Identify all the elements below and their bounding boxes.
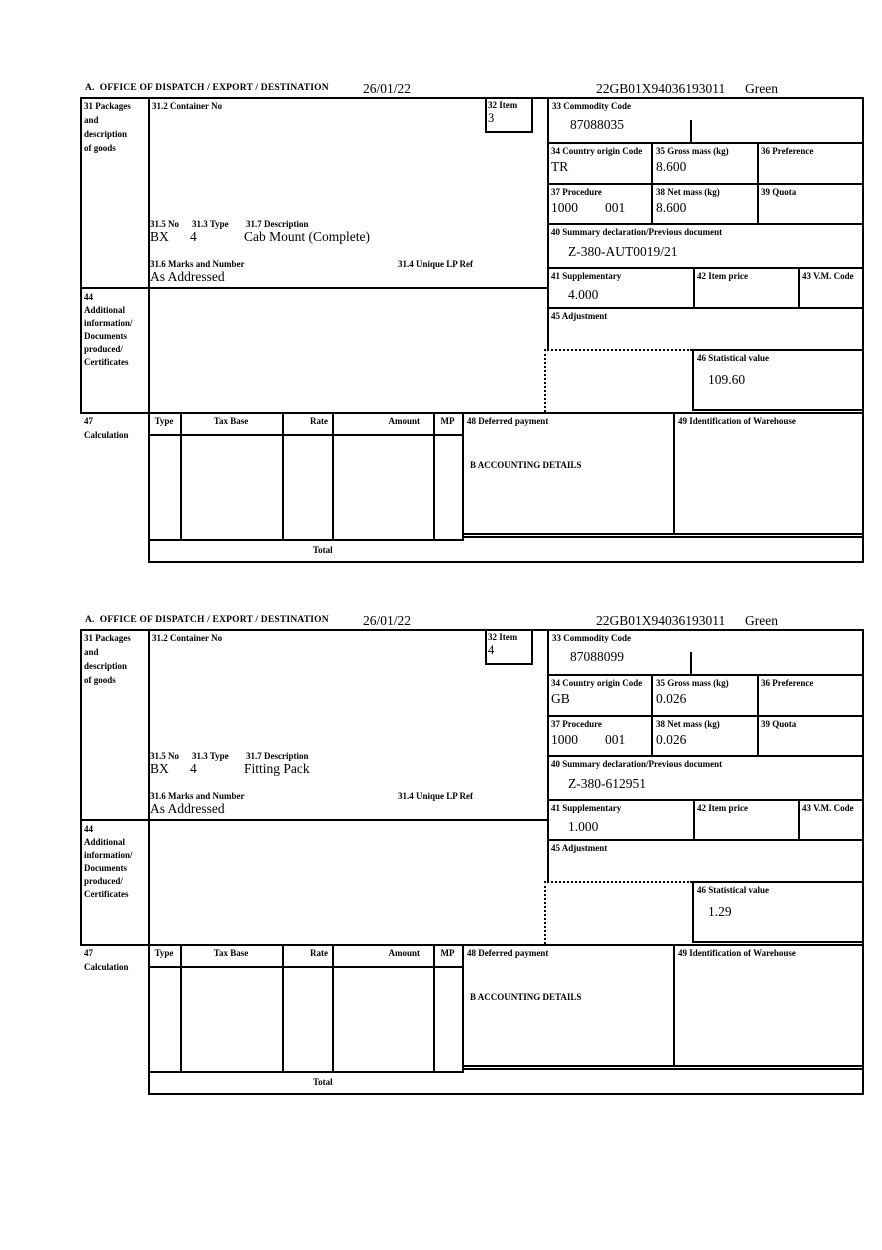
dotted-border-line xyxy=(544,881,692,883)
box47-calculation-label: Calculation xyxy=(84,430,129,440)
item-price-label: 42 Item price xyxy=(697,803,748,813)
border-line xyxy=(462,536,864,538)
declaration-date: 26/01/22 xyxy=(363,81,412,96)
border-line xyxy=(673,412,675,535)
packages-no-label: 31.5 No xyxy=(150,751,179,761)
unique-lp-ref-label: 31.4 Unique LP Ref xyxy=(398,791,474,801)
border-line xyxy=(282,412,284,541)
marks-and-number-value: As Addressed xyxy=(150,269,225,284)
calc-column-rate: Rate xyxy=(310,416,328,426)
packages-description-label: 31.7 Description xyxy=(246,219,309,229)
item-number-label: 32 Item xyxy=(488,632,518,642)
supplementary-label: 41 Supplementary xyxy=(551,803,622,813)
border-line xyxy=(148,966,464,968)
border-line xyxy=(862,629,864,1095)
previous-document-value: Z-380-AUT0019/21 xyxy=(568,244,678,259)
declaration-item-section xyxy=(80,612,866,1098)
border-line xyxy=(462,533,864,535)
commodity-code-value: 87088099 xyxy=(570,649,624,664)
routing-status: Green xyxy=(745,81,778,96)
country-origin-label: 34 Country origin Code xyxy=(551,146,643,156)
border-line xyxy=(651,674,653,757)
preference-label: 36 Preference xyxy=(761,146,814,156)
border-line xyxy=(148,97,150,563)
vm-code-label: 43 V.M. Code xyxy=(802,271,854,281)
supplementary-value: 4.000 xyxy=(568,287,599,302)
marks-and-number-label: 31.6 Marks and Number xyxy=(150,259,245,269)
adjustment-label: 45 Adjustment xyxy=(551,311,608,321)
border-line xyxy=(148,629,150,1095)
border-line xyxy=(693,799,695,841)
border-line xyxy=(80,629,864,631)
preference-label: 36 Preference xyxy=(761,678,814,688)
calc-column-mp: MP xyxy=(440,416,455,426)
border-line xyxy=(485,663,533,665)
border-line xyxy=(547,223,864,225)
border-line xyxy=(798,799,800,841)
statistical-value-value: 109.60 xyxy=(708,372,746,387)
goods-description-value: Fitting Pack xyxy=(244,761,310,776)
procedure-value-2: 001 xyxy=(605,200,626,215)
box44-label-line: information/ xyxy=(84,850,133,860)
border-line xyxy=(547,97,549,351)
border-line xyxy=(462,944,464,1073)
supplementary-value: 1.000 xyxy=(568,819,599,834)
box44-label-line: produced/ xyxy=(84,876,123,886)
container-no-label: 31.2 Container No xyxy=(152,101,223,111)
marks-and-number-label: 31.6 Marks and Number xyxy=(150,791,245,801)
border-line xyxy=(547,183,864,185)
border-line xyxy=(757,674,759,757)
box31-packages-label: description xyxy=(84,661,128,671)
box44-label-line: 44 xyxy=(84,824,93,834)
office-of-dispatch-title: A. OFFICE OF DISPATCH / EXPORT / DESTINATION xyxy=(85,615,329,625)
net-mass-label: 38 Net mass (kg) xyxy=(656,719,720,729)
packages-no-value: BX xyxy=(150,761,169,776)
total-label: Total xyxy=(313,545,333,555)
declaration-date: 26/01/22 xyxy=(363,613,412,628)
box44-label-line: 44 xyxy=(84,292,93,302)
border-line xyxy=(531,97,533,133)
box31-packages-label: 31 Packages xyxy=(84,101,131,111)
warehouse-identification-label: 49 Identification of Warehouse xyxy=(678,416,796,426)
dotted-border-line xyxy=(544,881,546,944)
procedure-label: 37 Procedure xyxy=(551,187,602,197)
packages-no-value: BX xyxy=(150,229,169,244)
statistical-value-value: 1.29 xyxy=(708,904,732,919)
border-line xyxy=(332,412,334,541)
commodity-code-label: 33 Commodity Code xyxy=(552,101,631,111)
container-no-label: 31.2 Container No xyxy=(152,633,223,643)
box31-packages-label: of goods xyxy=(84,143,116,153)
border-line xyxy=(673,944,675,1067)
border-line xyxy=(692,349,694,411)
border-line xyxy=(180,944,182,1073)
border-line xyxy=(547,307,864,309)
summary-declaration-label: 40 Summary declaration/Previous document xyxy=(551,227,723,237)
border-line xyxy=(433,944,435,1073)
accounting-details-label: B ACCOUNTING DETAILS xyxy=(470,992,582,1002)
border-line xyxy=(692,409,864,411)
deferred-payment-label: 48 Deferred payment xyxy=(467,948,549,958)
box31-packages-label: and xyxy=(84,647,99,657)
border-line xyxy=(433,412,435,541)
border-line xyxy=(547,142,864,144)
border-line xyxy=(80,287,549,289)
border-line xyxy=(547,755,864,757)
border-line xyxy=(547,715,864,717)
calc-column-type: Type xyxy=(154,948,174,958)
border-line xyxy=(80,97,864,99)
statistical-value-label: 46 Statistical value xyxy=(697,353,769,363)
border-line xyxy=(80,944,864,946)
border-line xyxy=(692,881,864,883)
border-line xyxy=(485,629,487,665)
calc-column-rate: Rate xyxy=(310,948,328,958)
quota-label: 39 Quota xyxy=(761,719,797,729)
procedure-value-2: 001 xyxy=(605,732,626,747)
adjustment-label: 45 Adjustment xyxy=(551,843,608,853)
gross-mass-label: 35 Gross mass (kg) xyxy=(656,146,729,156)
net-mass-label: 38 Net mass (kg) xyxy=(656,187,720,197)
country-origin-value: TR xyxy=(551,159,569,174)
box44-label-line: Documents xyxy=(84,863,127,873)
box47-calculation-label: 47 xyxy=(84,948,93,958)
border-line xyxy=(282,944,284,1073)
border-line xyxy=(148,539,464,541)
border-line xyxy=(547,267,864,269)
summary-declaration-label: 40 Summary declaration/Previous document xyxy=(551,759,723,769)
box47-calculation-label: 47 xyxy=(84,416,93,426)
calc-column-mp: MP xyxy=(440,948,455,958)
border-line xyxy=(531,629,533,665)
border-line xyxy=(757,142,759,225)
box31-packages-label: description xyxy=(84,129,128,139)
border-line xyxy=(462,1068,864,1070)
box44-label-line: information/ xyxy=(84,318,133,328)
border-line xyxy=(80,97,82,414)
calc-column-tax-base: Tax Base xyxy=(213,416,249,426)
commodity-code-separator-tick xyxy=(690,652,692,676)
border-line xyxy=(547,799,864,801)
border-line xyxy=(462,412,464,541)
procedure-label: 37 Procedure xyxy=(551,719,602,729)
border-line xyxy=(692,941,864,943)
office-of-dispatch-title: A. OFFICE OF DISPATCH / EXPORT / DESTINATION xyxy=(85,83,329,93)
border-line xyxy=(80,819,549,821)
goods-description-value: Cab Mount (Complete) xyxy=(244,229,370,244)
box31-packages-label: of goods xyxy=(84,675,116,685)
box44-label-line: Documents xyxy=(84,331,127,341)
box31-packages-label: and xyxy=(84,115,99,125)
packages-description-label: 31.7 Description xyxy=(246,751,309,761)
calc-column-amount: Amount xyxy=(388,416,420,426)
packages-type-label: 31.3 Type xyxy=(192,219,229,229)
border-line xyxy=(798,267,800,309)
border-line xyxy=(547,839,864,841)
item-number-value: 3 xyxy=(488,111,495,125)
item-number-value: 4 xyxy=(488,643,495,657)
box47-calculation-label: Calculation xyxy=(84,962,129,972)
procedure-value: 1000 xyxy=(551,732,578,747)
warehouse-identification-label: 49 Identification of Warehouse xyxy=(678,948,796,958)
dotted-border-line xyxy=(544,349,546,412)
movement-reference-number: 22GB01X94036193011 xyxy=(596,613,726,628)
box44-label-line: Certificates xyxy=(84,889,129,899)
gross-mass-value: 0.026 xyxy=(656,691,687,706)
calc-column-tax-base: Tax Base xyxy=(213,948,249,958)
border-line xyxy=(485,97,487,133)
border-line xyxy=(693,267,695,309)
country-origin-value: GB xyxy=(551,691,570,706)
gross-mass-value: 8.600 xyxy=(656,159,687,174)
vm-code-label: 43 V.M. Code xyxy=(802,803,854,813)
packages-type-value: 4 xyxy=(190,761,197,776)
routing-status: Green xyxy=(745,613,778,628)
unique-lp-ref-label: 31.4 Unique LP Ref xyxy=(398,259,474,269)
commodity-code-separator-tick xyxy=(690,120,692,144)
item-number-label: 32 Item xyxy=(488,100,518,110)
country-origin-label: 34 Country origin Code xyxy=(551,678,643,688)
deferred-payment-label: 48 Deferred payment xyxy=(467,416,549,426)
box44-label-line: Certificates xyxy=(84,357,129,367)
border-line xyxy=(547,674,864,676)
gross-mass-label: 35 Gross mass (kg) xyxy=(656,678,729,688)
border-line xyxy=(692,349,864,351)
border-line xyxy=(80,629,82,946)
box44-label-line: Additional xyxy=(84,837,126,847)
commodity-code-label: 33 Commodity Code xyxy=(552,633,631,643)
marks-and-number-value: As Addressed xyxy=(150,801,225,816)
packages-type-label: 31.3 Type xyxy=(192,751,229,761)
packages-type-value: 4 xyxy=(190,229,197,244)
previous-document-value: Z-380-612951 xyxy=(568,776,646,791)
border-line xyxy=(332,944,334,1073)
box44-label-line: Additional xyxy=(84,305,126,315)
dotted-border-line xyxy=(544,349,692,351)
statistical-value-label: 46 Statistical value xyxy=(697,885,769,895)
total-label: Total xyxy=(313,1077,333,1087)
border-line xyxy=(862,97,864,563)
net-mass-value: 8.600 xyxy=(656,200,687,215)
border-line xyxy=(148,1071,464,1073)
commodity-code-value: 87088035 xyxy=(570,117,624,132)
border-line xyxy=(462,1065,864,1067)
border-line xyxy=(148,1093,864,1095)
box31-packages-label: 31 Packages xyxy=(84,633,131,643)
calc-column-type: Type xyxy=(154,416,174,426)
accounting-details-label: B ACCOUNTING DETAILS xyxy=(470,460,582,470)
border-line xyxy=(148,434,464,436)
border-line xyxy=(692,881,694,943)
border-line xyxy=(148,561,864,563)
border-line xyxy=(80,412,864,414)
border-line xyxy=(547,629,549,883)
declaration-item-section xyxy=(80,80,866,566)
item-price-label: 42 Item price xyxy=(697,271,748,281)
supplementary-label: 41 Supplementary xyxy=(551,271,622,281)
border-line xyxy=(180,412,182,541)
packages-no-label: 31.5 No xyxy=(150,219,179,229)
net-mass-value: 0.026 xyxy=(656,732,687,747)
movement-reference-number: 22GB01X94036193011 xyxy=(596,81,726,96)
border-line xyxy=(651,142,653,225)
quota-label: 39 Quota xyxy=(761,187,797,197)
procedure-value: 1000 xyxy=(551,200,578,215)
box44-label-line: produced/ xyxy=(84,344,123,354)
border-line xyxy=(485,131,533,133)
calc-column-amount: Amount xyxy=(388,948,420,958)
